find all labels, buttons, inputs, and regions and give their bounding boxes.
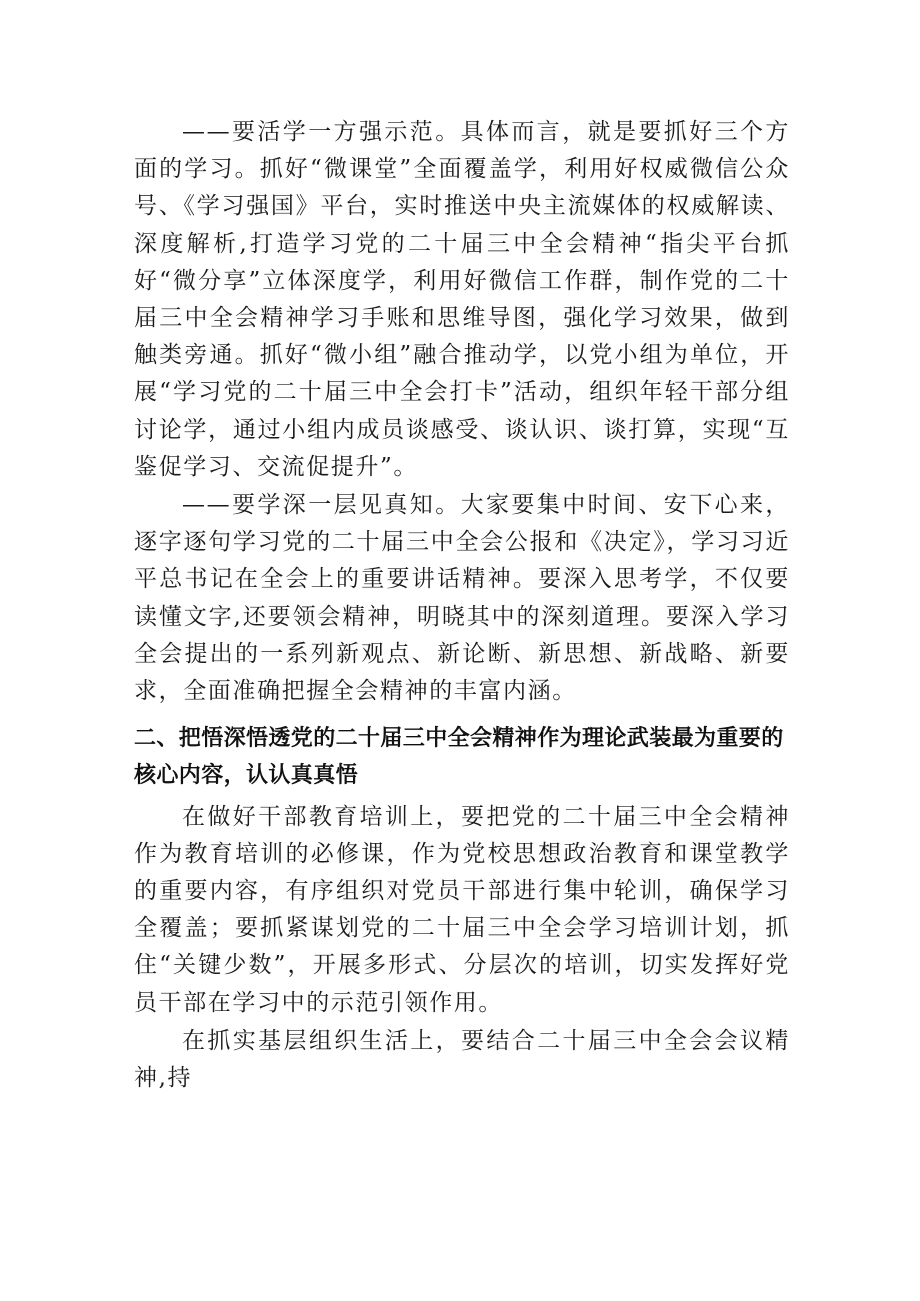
document-body [134,114,790,1097]
paragraph-deep-learning: ——要学深一层见真知。大家要集中时间、安下心来，逐字逐句学习党的二十届三中全会公报和《决定》，学习习近平总书记在全会上的重要讲话精神。要深入思考学，不仅要读懂文字,还要领会精神，明晓其中的深刻道理。要深入学习全会提出的一系列新观点、新论断、新思想、新战略、新要求，全面准确把握全会精神的丰富内涵。 [134,492,790,705]
section-heading-two: 二、把悟深悟透党的二十届三中全会精神作为理论武装最为重要的核心内容，认认真真悟 [134,726,784,789]
paragraph-grassroots-organization: 在抓实基层组织生活上，要结合二十届三中全会会议精神,持 [134,1027,790,1092]
paragraph-active-learning: ——要活学一方强示范。具体而言，就是要抓好三个方面的学习。抓好“微课堂”全面覆盖学，利用好权威微信公众号、《学习强国》平台，实时推送中央主流媒体的权威解读、深度解析,打造学习党的二十届三中全会精神“指尖平台抓好“微分享”立体深度学，利用好微信工作群，制作党的二十届三中全会精神学习手账和思维导图，强化学习效果，做到触类旁通。抓好“微小组”融合推动学，以党小组为单位，开展“学习党的二十届三中全会打卡”活动，组织年轻干部分组讨论学，通过小组内成员谈感受、谈认识、谈打算，实现“互鉴促学习、交流促提升”。 [134,119,790,480]
paragraph-cadre-training: 在做好干部教育培训上，要把党的二十届三中全会精神作为教育培训的必修课，作为党校思想政治教育和课堂教学的重要内容，有序组织对党员干部进行集中轮训，确保学习全覆盖；要抓紧谋划党的二十届三中全会学习培训计划，抓住“关键少数”，开展多形式、分层次的培训，切实发挥好党员干部在学习中的示范引领作用。 [134,803,790,1016]
